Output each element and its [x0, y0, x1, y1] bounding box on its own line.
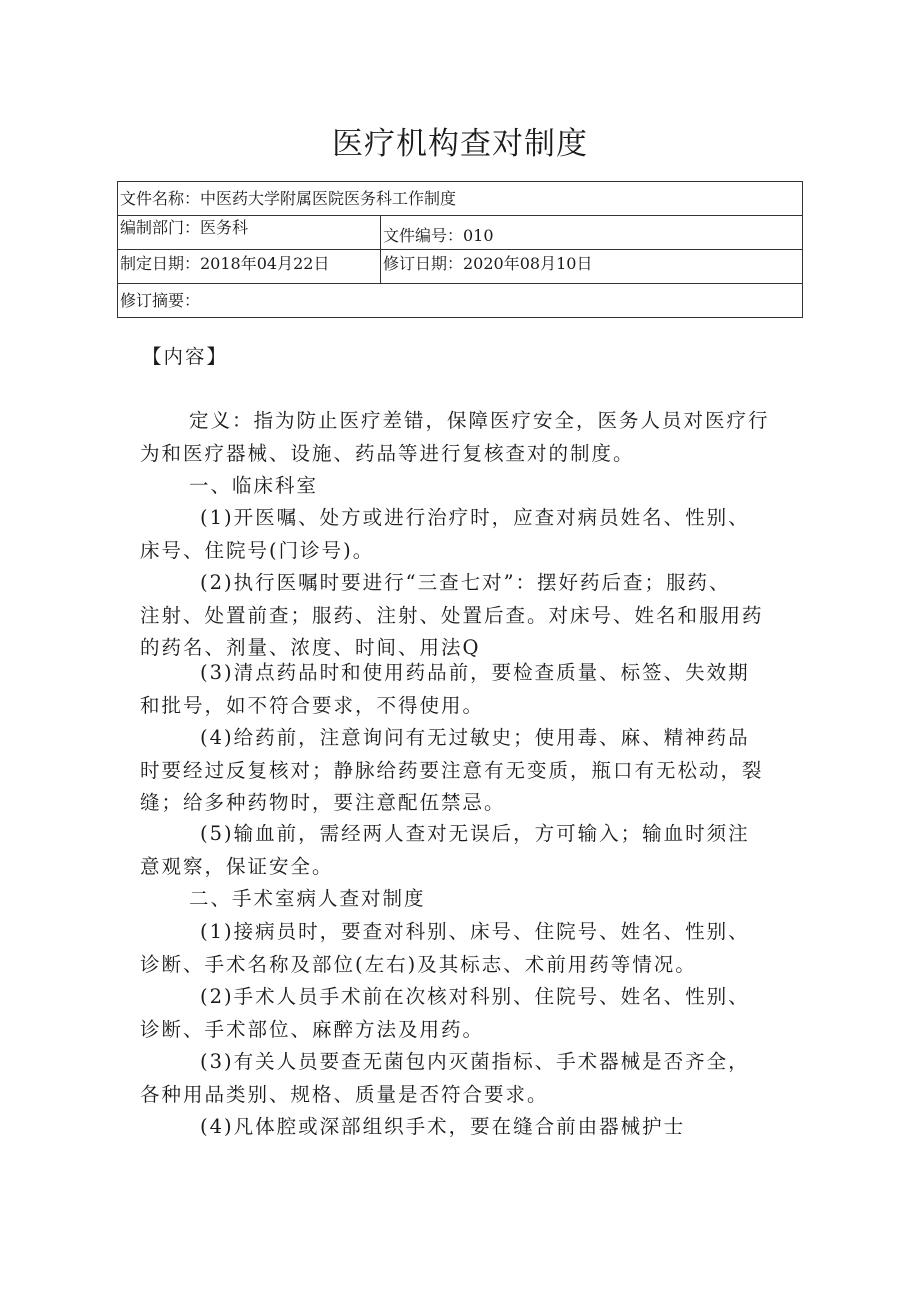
surgery-item-3: (3)有关人员要查无菌包内灭菌指标、手术器械是否齐全， 各种用品类别、规格、质量是否符合要求。 [140, 1050, 750, 1106]
clinical-item-3: (3)清点药品时和使用药品前，要检查质量、标签、失效期 和批号，如不符合要求，不得使用。 [140, 661, 750, 717]
surgery-item-4: (4)凡体腔或深部组织手术，要在缝合前由器械护士 [200, 1115, 686, 1138]
document-info-table [117, 181, 803, 318]
info-row-department [118, 216, 802, 250]
document-title: 医疗机构查对制度 [332, 126, 588, 162]
section-title-surgery: 二、手术室病人查对制度 [189, 887, 426, 910]
clinical-item-2: (2)执行医嘱时要进行“三查七对”：摆好药后查；服药、 注射、处置前查；服药、注射、处置后查。对床号、姓名和服用药 的药名、剂量、浓度、时间、用法Q [140, 571, 764, 659]
definition-paragraph: 定义：指为防止医疗差错，保障医疗安全，医务人员对医疗行 为和医疗器械、设施、药品等进行复核查对的制度。 [140, 409, 770, 465]
clinical-item-5: (5)输血前，需经两人查对无误后，方可输入；输血时须注 意观察，保证安全。 [140, 822, 750, 878]
section-title-clinical: 一、临床科室 [189, 474, 319, 497]
department-cell: 编制部门：医务科 [120, 218, 249, 237]
clinical-item-4: (4)给药前，注意询问有无过敏史；使用毒、麻、精神药品 时要经过反复核对；静脉给药要注意有无变质，瓶口有无松动，裂 缝；给多种药物时，要注意配伍禁忌。 [140, 726, 764, 814]
file-number-cell: 文件编号：010 [383, 226, 494, 245]
revision-summary-cell: 修订摘要： [120, 291, 201, 310]
table-divider [380, 216, 381, 284]
file-name-cell: 文件名称：中医药大学附属医院医务科工作制度 [120, 189, 457, 208]
surgery-item-2: (2)手术人员手术前在次核对科别、住院号、姓名、性别、 诊断、手术部位、麻醉方法及用药。 [140, 985, 750, 1041]
content-heading: 【内容】 [142, 345, 229, 368]
info-row-dates [118, 250, 802, 284]
info-row-file-name [118, 182, 802, 216]
revised-date-cell: 修订日期：2020年08月10日 [383, 254, 593, 273]
clinical-item-1: (1)开医嘱、处方或进行治疗时，应查对病员姓名、性别、 床号、住院号(门诊号)。 [140, 506, 750, 562]
info-row-revision-summary [118, 284, 802, 318]
established-date-cell: 制定日期：2018年04月22日 [120, 254, 330, 273]
surgery-item-1: (1)接病员时，要查对科别、床号、住院号、姓名、性别、 诊断、手术名称及部位(左右)及其标志、术前用药等情况。 [140, 920, 750, 976]
